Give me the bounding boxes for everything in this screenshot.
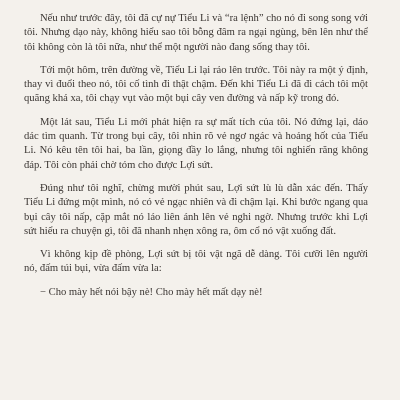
- dialogue-line: − Cho mày hết nói bậy nè! Cho mày hết mất dạy nè!: [40, 286, 263, 298]
- paragraph-5: Vì không kịp đề phòng, Lợi sứt bị tôi vật ngã dễ dàng. Tôi cưỡi lên người nó, đấm túi bụi, vừa đấm vừa la:: [24, 249, 368, 275]
- paragraph-1: Nếu như trước đây, tôi đã cự nự Tiểu Li và “ra lệnh” cho nó đi song song với tôi. Nhưng dạo này, không hiểu sao tôi bỗng đâm ra ngại ngùng, bên lên như thể tôi không còn là tôi nữa, như thể một người nào đang sống thay tôi.: [24, 13, 368, 53]
- paragraph-4: Đúng như tôi nghĩ, chừng mười phút sau, Lợi sứt lù lù dẫn xác đến. Thấy Tiểu Li đứng một mình, nó có vẻ ngạc nhiên và đi chậm lại. Khi bước ngang qua bụi cây tôi nấp, cặp mắt nó láo liên ánh lên vẻ nghi ngờ. Nhưng trước khi Lợi sứt hiểu ra chuyện gì, tôi đã nhanh nhẹn xông ra, ôm cổ nó vật xuống đất.: [24, 182, 368, 237]
- paragraph-3: Một lát sau, Tiểu Li mới phát hiện ra sự mất tích của tôi. Nó đứng lại, dáo dác tìm quanh. Từ trong bụi cây, tôi nhìn rõ vẻ ngơ ngác và hoảng hốt của Tiểu Li. Nó kêu tên tôi hai, ba lần, giọng đầy lo lắng, nhưng tôi nghiến răng không đáp. Tôi còn phải chờ tóm cho được Lợi sứt.: [24, 116, 368, 171]
- paragraph-2: Tới một hôm, trên đường về, Tiểu Li lại rảo lên trước. Tôi này ra một ý định, thay vì đuổi theo nó, tôi cố tình đi thật chậm. Đến khi Tiểu Li đã đi cách tôi một quãng khá xa, tôi chạy vụt vào một bụi cây ven đường và nấp kỹ trong đó.: [24, 64, 368, 105]
